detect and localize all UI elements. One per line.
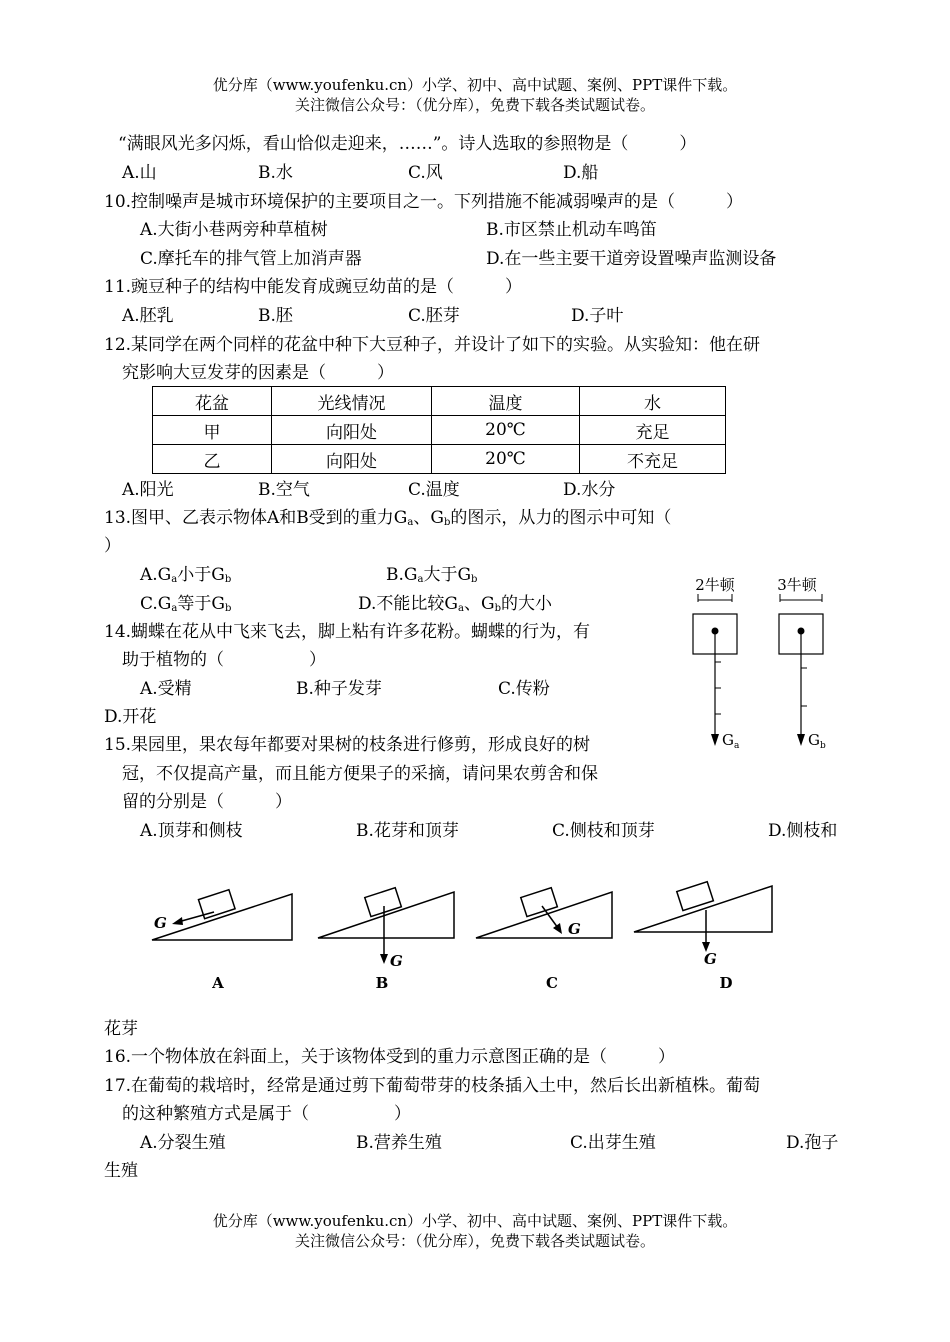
q9-option-d: D.船 <box>563 163 599 183</box>
table-cell: 甲 <box>153 416 272 445</box>
question-15-line-2: 冠，不仅提高产量，而且能方便果子的采摘，请问果农剪舍和保 <box>122 764 598 784</box>
q11-option-a: A.胚乳 <box>122 306 174 326</box>
force-label-gb: $G_b$ <box>808 731 826 751</box>
q13-option-c: $C.G_a$等于$G_b$ <box>140 594 232 614</box>
incline-diagrams <box>140 870 800 1000</box>
q11-option-d: D.子叶 <box>571 306 624 326</box>
force-label-ga: $G_a$ <box>722 731 740 751</box>
q10-option-a: A.大街小巷两旁种草植树 <box>140 220 328 240</box>
gravity-label: G <box>568 920 581 938</box>
q9-option-a: A.山 <box>122 163 157 183</box>
q17-option-d-wrap: 生殖 <box>104 1161 138 1181</box>
q10-option-b: B.市区禁止机动车鸣笛 <box>486 220 657 240</box>
figure-label-a: A <box>212 974 224 992</box>
question-17-line-1: 17.在葡萄的栽培时，经常是通过剪下葡萄带芽的枝条插入土中，然后长出新植株。葡萄 <box>104 1076 761 1096</box>
question-12-line-1: 12.某同学在两个同样的花盆中种下大豆种子，并设计了如下的实验。从实验知：他在研 <box>104 335 761 355</box>
q14-option-a: A.受精 <box>140 679 192 699</box>
gravity-label: G <box>154 914 167 932</box>
footer-line-2: 关注微信公众号：（优分库），免费下载各类试题试卷。 <box>294 1232 655 1250</box>
q15-option-c: C.侧枝和顶芽 <box>552 821 655 841</box>
q15-option-d-wrap: 花芽 <box>104 1019 138 1039</box>
gravity-label: G <box>390 952 403 970</box>
q14-option-c: C.传粉 <box>498 679 550 699</box>
footer-line-1: 优分库（www.youfenku.cn）小学、初中、高中试题、案例、PPT课件下载。 <box>212 1212 738 1230</box>
header-line-2: 关注微信公众号：（优分库），免费下载各类试题试卷。 <box>294 96 655 114</box>
q12-option-d: D.水分 <box>563 480 616 500</box>
question-11-text: 11.豌豆种子的结构中能发育成豌豆幼苗的是（ ） <box>104 277 523 297</box>
question-15-line-3: 留的分别是（ ） <box>122 792 292 812</box>
q11-option-b: B.胚 <box>258 306 293 326</box>
q12-option-b: B.空气 <box>258 480 310 500</box>
q13-option-a: $A.G_a$小于$G_b$ <box>140 565 232 585</box>
incline-a <box>152 890 292 992</box>
table-header-cell: 水 <box>580 387 726 416</box>
q13-option-d: D.不能比较$G_a$、$G_b$的大小 <box>358 594 552 614</box>
q14-option-b: B.种子发芽 <box>296 679 382 699</box>
experiment-table <box>152 386 726 474</box>
q12-option-c: C.温度 <box>408 480 460 500</box>
q17-option-d: D.孢子 <box>786 1133 839 1153</box>
figure-label-b: B <box>375 974 389 992</box>
q17-option-c: C.出芽生殖 <box>570 1133 656 1153</box>
table-row <box>153 416 726 445</box>
figure-label-d: D <box>719 974 733 992</box>
table-cell: 不充足 <box>580 445 726 474</box>
table-header-cell: 光线情况 <box>272 387 432 416</box>
q15-option-d: D.侧枝和 <box>768 821 838 841</box>
table-row <box>153 445 726 474</box>
question-15-line-1: 15.果园里，果农每年都要对果树的枝条进行修剪，形成良好的树 <box>104 735 591 755</box>
q10-option-d: D.在一些主要干道旁设置噪声监测设备 <box>486 249 777 269</box>
q10-option-c: C.摩托车的排气管上加消声器 <box>140 249 362 269</box>
incline-c <box>476 888 612 992</box>
q13-option-b: $B.G_a$大于$G_b$ <box>386 565 478 585</box>
question-10-text: 10.控制噪声是城市环境保护的主要项目之一。下列措施不能减弱噪声的是（ ） <box>104 192 744 212</box>
table-cell: 向阳处 <box>272 416 432 445</box>
q17-option-b: B.营养生殖 <box>356 1133 442 1153</box>
incline-b <box>318 888 454 992</box>
scale-label-2n: 2牛顿 <box>695 576 735 594</box>
gravity-label: G <box>704 950 717 968</box>
question-14-line-2: 助于植物的（ ） <box>122 650 326 670</box>
table-header-row <box>153 387 726 416</box>
table-header-cell: 温度 <box>432 387 580 416</box>
question-14-line-1: 14.蝴蝶在花从中飞来飞去，脚上粘有许多花粉。蝴蝶的行为，有 <box>104 622 591 642</box>
table-cell: 20℃ <box>432 416 580 445</box>
q15-option-a: A.顶芽和侧枝 <box>140 821 243 841</box>
table-header-cell: 花盆 <box>153 387 272 416</box>
table-cell: 乙 <box>153 445 272 474</box>
question-17-line-2: 的这种繁殖方式是属于（ ） <box>122 1104 411 1124</box>
q12-option-a: A.阳光 <box>122 480 174 500</box>
incline-d <box>634 882 772 992</box>
question-9-text: “满眼风光多闪烁，看山恰似走迎来，……”。诗人选取的参照物是（ ） <box>118 134 697 154</box>
q15-option-b: B.花芽和顶芽 <box>356 821 459 841</box>
q11-option-c: C.胚芽 <box>408 306 460 326</box>
q14-option-d: D.开花 <box>104 707 157 727</box>
question-16-text: 16.一个物体放在斜面上，关于该物体受到的重力示意图正确的是（ ） <box>104 1047 676 1067</box>
header-line-1: 优分库（www.youfenku.cn）小学、初中、高中试题、案例、PPT课件下载。 <box>212 76 738 94</box>
figure-label-c: C <box>546 974 558 992</box>
q9-option-b: B.水 <box>258 163 293 183</box>
question-13-line-1: 13.图甲、乙表示物体A和B受到的重力$G_a$、$G_b$的图示，从力的图示中可知（ <box>104 508 672 528</box>
question-12-line-2: 究影响大豆发芽的因素是（ ） <box>122 363 394 383</box>
question-13-line-2: ） <box>104 536 121 556</box>
table-cell: 向阳处 <box>272 445 432 474</box>
scale-label-3n: 3牛顿 <box>777 576 817 594</box>
q17-option-a: A.分裂生殖 <box>140 1133 226 1153</box>
q9-option-c: C.风 <box>408 163 443 183</box>
table-cell: 充足 <box>580 416 726 445</box>
table-cell: 20℃ <box>432 445 580 474</box>
force-diagram <box>680 570 840 760</box>
